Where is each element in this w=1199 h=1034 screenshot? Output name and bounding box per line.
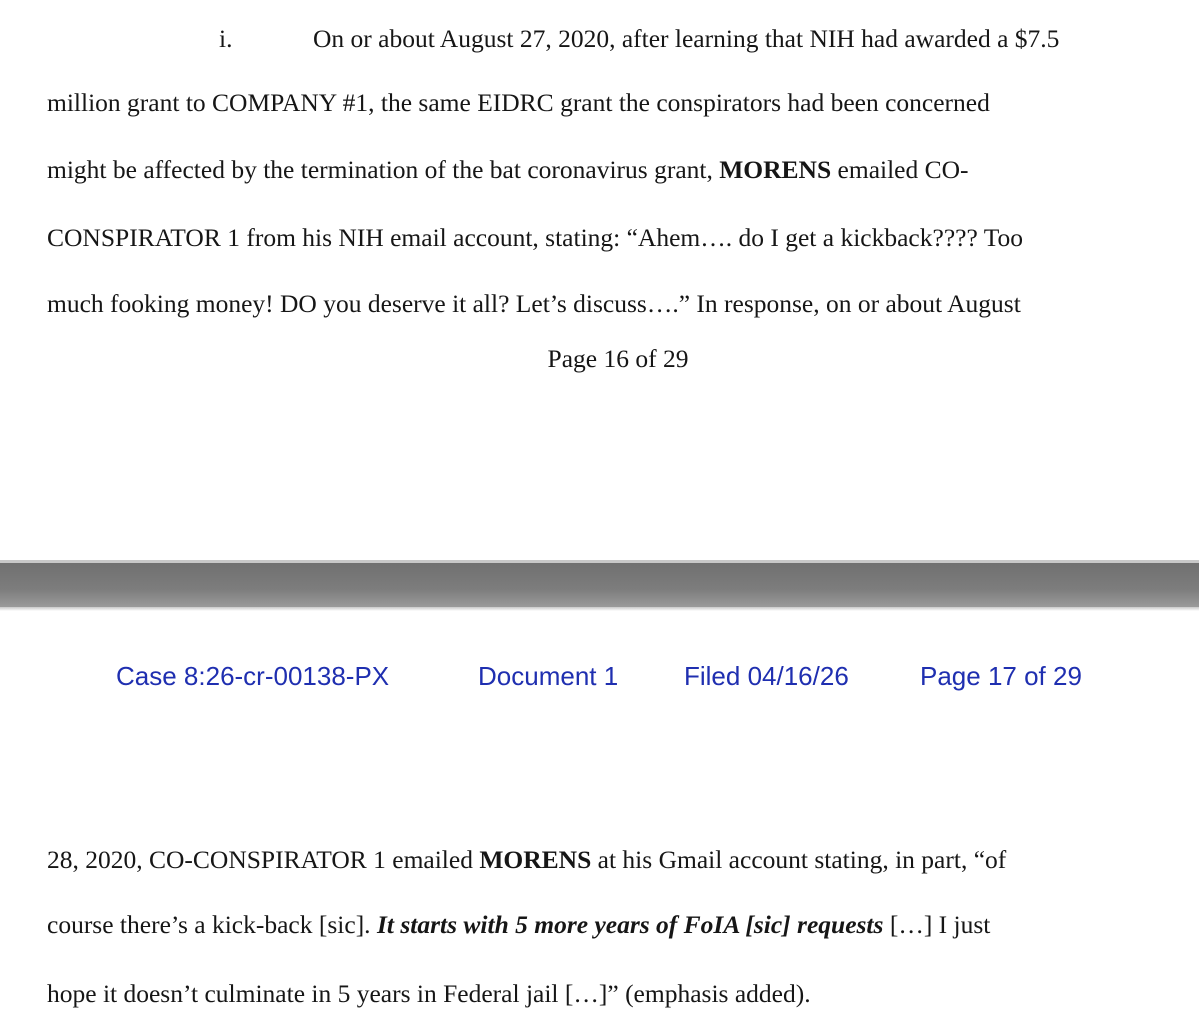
bold-text: MORENS — [479, 845, 592, 874]
text-run: […] I just — [883, 910, 991, 939]
text-run: course there’s a kick-back [sic]. — [47, 910, 377, 939]
text-run: CONSPIRATOR 1 from his NIH email account, stating: “Ahem…. do I get a kickback???? Too — [47, 223, 1023, 252]
text-run: hope it doesn’t culminate in 5 years in Federal jail […]” (emphasis added). — [47, 979, 811, 1008]
text-run: much fooking money! DO you deserve it all? Let’s discuss….” In response, on or about August — [47, 289, 1021, 318]
case-number: Case 8:26-cr-00138-PX — [116, 661, 390, 691]
text-line — [47, 979, 811, 1009]
emphasized-quote: It starts with 5 more years of FoIA [sic] requests — [376, 910, 884, 939]
text-line — [47, 289, 1021, 319]
text-line — [47, 155, 969, 185]
text-line — [47, 223, 1023, 253]
document-number: Document 1 — [478, 661, 619, 691]
text-run: at his Gmail account stating, in part, “of — [591, 845, 1007, 874]
bold-text: MORENS — [719, 155, 832, 184]
text-run: emailed CO- — [831, 155, 969, 184]
filed-date: Filed 04/16/26 — [684, 661, 849, 691]
page-number-footer: Page 16 of 29 — [547, 344, 689, 373]
page-separator — [0, 563, 1199, 607]
text-run: might be affected by the termination of the bat coronavirus grant, — [47, 155, 720, 184]
page-number: Page 17 of 29 — [920, 661, 1082, 691]
text-line — [47, 910, 990, 940]
text-run: 28, 2020, CO-CONSPIRATOR 1 emailed — [47, 845, 480, 874]
text-run: million grant to COMPANY #1, the same EIDRC grant the conspirators had been concerned — [47, 88, 990, 117]
text-line — [313, 24, 1059, 54]
text-line — [47, 88, 990, 118]
text-line — [47, 845, 1006, 875]
text-run: On or about August 27, 2020, after learning that NIH had awarded a $7.5 — [313, 24, 1060, 53]
paragraph-marker: i. — [219, 24, 233, 53]
